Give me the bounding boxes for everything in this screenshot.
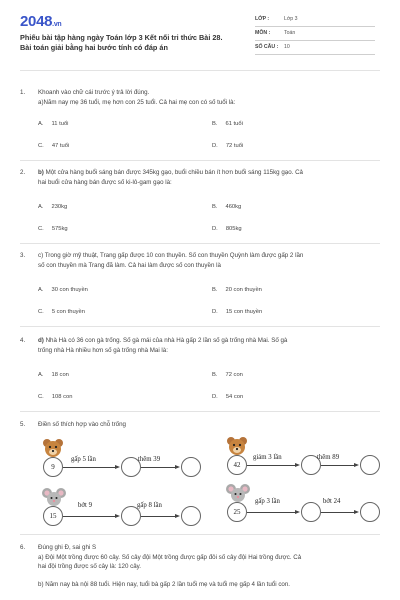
q1-option-d[interactable]: D. 72 tuổi <box>212 143 244 149</box>
divider <box>20 534 380 535</box>
chain-3-op1: bớt 9 <box>78 502 92 509</box>
arrow <box>247 512 296 513</box>
mouse-icon <box>226 483 250 503</box>
q3-option-a[interactable]: A. 30 con thuyền <box>38 287 88 293</box>
chain-2-op2: thêm 89 <box>317 454 340 461</box>
arrow <box>321 465 355 466</box>
chain-2-start: 42 <box>227 455 247 475</box>
divider <box>20 411 380 412</box>
header-divider <box>20 70 380 71</box>
chain-4-start: 25 <box>227 502 247 522</box>
q4-option-c[interactable]: C. 108 con <box>38 394 73 400</box>
question-1: 1. Khoanh vào chữ cái trước ý trả lời đúng. a)Năm nay mẹ 36 tuổi, mẹ hơn con 25 tuổi. Cả hai mẹ con có số tuổi là: <box>20 89 236 106</box>
bear-icon <box>226 436 248 456</box>
arrow-head <box>295 463 300 467</box>
divider <box>20 326 380 327</box>
arrow-head <box>295 510 300 514</box>
chain-3-answer-1[interactable] <box>121 506 141 526</box>
q1-option-b[interactable]: B. 61 tuổi <box>212 121 243 127</box>
chain-4-answer-2[interactable] <box>360 502 380 522</box>
chain-1-answer-2[interactable] <box>181 457 201 477</box>
divider <box>20 160 380 161</box>
worksheet-title: Phiếu bài tập hàng ngày Toán lớp 3 Kết nối tri thức Bài 28. Bài toán giải bằng hai bước tính có đáp án <box>20 33 223 52</box>
arrow-head <box>354 463 359 467</box>
chain-1-start: 9 <box>43 457 63 477</box>
q1-option-c[interactable]: C. 47 tuổi <box>38 143 70 149</box>
arrow <box>63 467 116 468</box>
chain-1-op2: thêm 39 <box>138 456 161 463</box>
arrow <box>141 467 176 468</box>
divider <box>20 243 380 244</box>
q4-option-a[interactable]: A. 18 con <box>38 372 69 378</box>
q1-option-a[interactable]: A. 11 tuổi <box>38 121 69 127</box>
meta-class: LỚP : Lớp 3 <box>255 14 375 27</box>
q2-option-a[interactable]: A. 230kg <box>38 204 68 210</box>
q3-option-b[interactable]: B. 20 con thuyền <box>212 287 262 293</box>
chain-4-op1: gấp 3 lần <box>255 498 280 505</box>
question-2: 2. b) Một cửa hàng buổi sáng bán được 345kg gạo, buổi chiều bán ít hơn buổi sáng 115kg gạo. Cả hai buổi cửa hàng bán được số ki-lô-gam gạo là: <box>20 169 303 186</box>
meta-count: SỐ CÂU : 10 <box>255 42 375 55</box>
question-6: 6. Đúng ghi Đ, sai ghi S a) Đội Một trồng được 60 cây. Số cây đội Một trồng được gấp đôi số cây đội Hai trồng được. Cả hai đội trồng được số cây là: 120 cây. b) Năm nay bà nội 88 tuổi. Hiện nay, tuổi bà gấp 2 lần tuổi mẹ và tuổi mẹ gấp 4 lần tuổi con. <box>20 544 302 588</box>
question-5: 5. Điền số thích hợp vào chỗ trống <box>20 421 126 428</box>
arrow-head <box>115 514 120 518</box>
q2-option-b[interactable]: B. 460kg <box>212 204 242 210</box>
chain-3-answer-2[interactable] <box>181 506 201 526</box>
question-4: 4. d) Nhà Hà có 36 con gà trống. Số gà mái của nhà Hà gấp 2 lần số gà trống nhà Mai. Số gà trống nhà Hà nhiều hơn số gà trống nhà Mai là: <box>20 337 288 354</box>
mouse-icon <box>42 487 66 507</box>
meta-subject: MÔN : Toán <box>255 28 375 41</box>
q3-option-d[interactable]: D. 15 con thuyền <box>212 309 263 315</box>
arrow-head <box>175 514 180 518</box>
arrow <box>63 516 116 517</box>
bear-icon <box>42 438 64 458</box>
q2-option-c[interactable]: C. 575kg <box>38 226 68 232</box>
chain-2-op1: giảm 3 lần <box>253 454 282 461</box>
arrow-head <box>354 510 359 514</box>
q3-option-c[interactable]: C. 5 con thuyền <box>38 309 86 315</box>
arrow <box>247 465 296 466</box>
chain-2-answer-2[interactable] <box>360 455 380 475</box>
q2-option-d[interactable]: D. 805kg <box>212 226 242 232</box>
question-3: 3. c) Trong giờ mỹ thuật, Trang gấp được 10 con thuyền. Số con thuyền Quỳnh làm được gấp 2 lần số con thuyền mà Trang đã làm. Cả hai làm được số con thuyền là <box>20 252 304 269</box>
chain-4-answer-1[interactable] <box>301 502 321 522</box>
chain-3-op2: gấp 8 lần <box>137 502 162 509</box>
chain-3-start: 15 <box>43 506 63 526</box>
arrow <box>321 512 355 513</box>
arrow-head <box>115 465 120 469</box>
site-logo[interactable]: 2048.vn <box>20 13 62 30</box>
arrow <box>141 516 176 517</box>
chain-4-op2: bớt 24 <box>323 498 341 505</box>
q4-option-b[interactable]: B. 72 con <box>212 372 243 378</box>
chain-1-op1: gấp 5 lần <box>71 456 96 463</box>
arrow-head <box>175 465 180 469</box>
q4-option-d[interactable]: D. 54 con <box>212 394 244 400</box>
